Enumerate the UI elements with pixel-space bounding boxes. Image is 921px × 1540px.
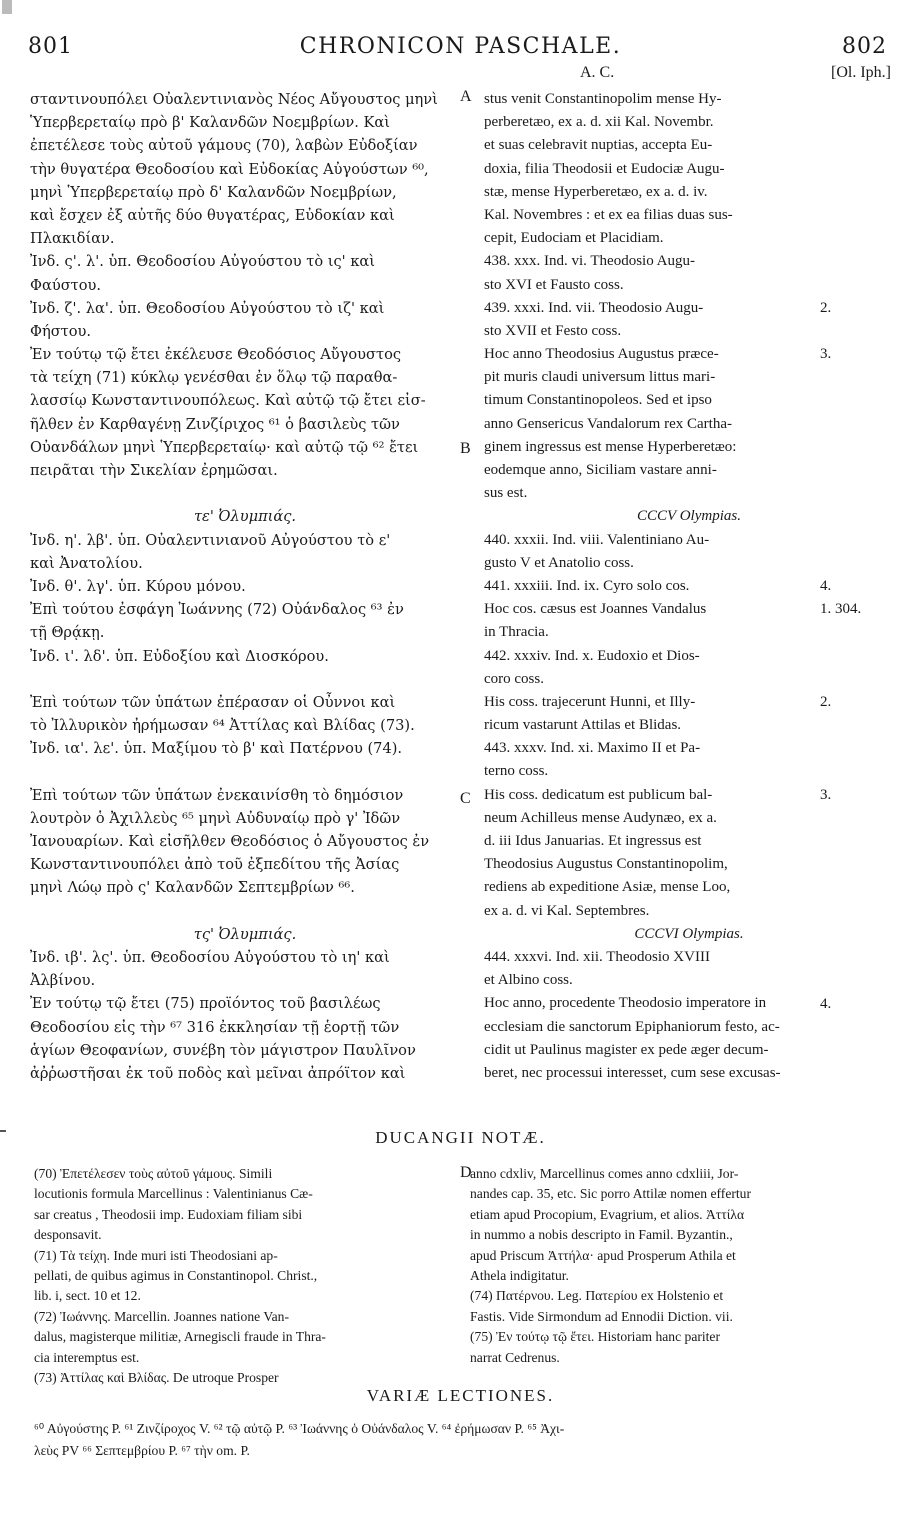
- latin-text-line: timum Constantinopoleos. Sed et ipso: [484, 392, 712, 409]
- notes-section-title: DUCANGII NOTÆ.: [375, 1128, 546, 1147]
- latin-text-line: eodemque anno, Siciliam vastare anni-: [484, 462, 717, 478]
- greek-text-line: Θεοδοσίου εἰς τὴν ⁶⁷ 316 ἐκκλησίαν τῇ ἑορτῇ τῶν: [30, 1018, 400, 1036]
- note-line: narrat Cedrenus.: [470, 1349, 560, 1365]
- note-line: (74) Πατέρνου. Leg. Πατερίου ex Holstenio et: [470, 1288, 724, 1304]
- latin-text-line: Hoc anno, procedente Theodosio imperatore in: [484, 995, 767, 1012]
- latin-text-line: d. iii Idus Januarias. Et ingressus est: [484, 833, 702, 849]
- greek-text-line: Ἐπὶ τούτου ἐσφάγη Ἰωάννης (72) Οὐάνδαλος ⁶³ ἐν: [30, 601, 404, 619]
- latin-text-line: terno coss.: [484, 763, 549, 780]
- olympiad-year-number: 2.: [820, 299, 832, 316]
- latin-text-line: 442. xxxiv. Ind. x. Eudoxio et Dios-: [484, 647, 700, 664]
- latin-text-line: Theodosius Augustus Constantinopolim,: [484, 856, 728, 873]
- greek-text-line: ἀῤῥωστῆσαι ἐκ τοῦ ποδὸς καὶ μεῖναι ἀπρόϊτον καὶ: [30, 1064, 406, 1082]
- note-line: cia interemptus est.: [34, 1349, 140, 1365]
- olympiad-year-number: 4.: [820, 578, 832, 595]
- greek-text-line: Ἰνδ. ι'. λδ'. ὑπ. Εὐδοξίου καὶ Διοσκόρου.: [30, 647, 329, 665]
- latin-text-line: cidit ut Paulinus magister ex pede æger decum-: [484, 1041, 769, 1058]
- latin-text-line: et suas celebravit nuptias, accepta Eu-: [484, 137, 713, 154]
- note-line: λεὺς PV ⁶⁶ Σεπτεμβρίου P. ⁶⁷ τὴν om. P.: [34, 1443, 250, 1458]
- greek-text-line: πειρᾶται τὴν Σικελίαν ἐρημῶσαι.: [30, 462, 278, 479]
- margin-letter-b: B: [460, 440, 471, 457]
- greek-text-line: ἁγίων Θεοφανίων, συνέβη τὸν μάγιστρον Παυλῖνον: [30, 1041, 416, 1059]
- latin-text-column: [484, 88, 894, 1085]
- note-line: desponsavit.: [34, 1227, 102, 1243]
- latin-text-line: neum Achilleus mense Audynæo, ex a.: [484, 809, 717, 826]
- page-number-left: 801: [28, 34, 73, 59]
- olympiad-year-number: 1. 304.: [820, 601, 862, 618]
- latin-column-header-ac: A. C.: [580, 64, 615, 81]
- greek-text-line: τῇ Θρᾴκῃ.: [30, 624, 105, 642]
- latin-text-line: ex a. d. vi Kal. Septembres.: [484, 902, 650, 919]
- running-title: CHRONICON PASCHALE.: [299, 34, 622, 59]
- latin-text-line: et Albino coss.: [484, 972, 573, 989]
- note-line: locutionis formula Marcellinus : Valentinianus Cæ-: [34, 1186, 313, 1202]
- latin-text-line: coro coss.: [484, 670, 544, 687]
- latin-text-line: in Thracia.: [484, 624, 549, 641]
- latin-text-line: sto XVI et Fausto coss.: [484, 276, 624, 293]
- greek-text-line: τς' Ὀλυμπιάς.: [193, 925, 297, 943]
- greek-text-line: Κωνσταντινουπόλει ἀπὸ τοῦ ἐξπεδίτου τῆς Ἀσίας: [30, 856, 400, 874]
- greek-text-line: [30, 760, 460, 783]
- greek-text-column: [30, 88, 460, 1085]
- greek-text-line: λασσίῳ Κωνσταντινουπόλεως. Καὶ αὐτῷ τῷ ἔτει εἰσ-: [30, 392, 426, 410]
- greek-text-line: Ἰνδ. θ'. λγ'. ὑπ. Κύρου μόνου.: [30, 577, 246, 595]
- greek-text-line: τὴν θυγατέρα Θεοδοσίου καὶ Εὐδοκίας Αὐγούστων ⁶⁰,: [30, 160, 429, 178]
- greek-text-line: τὰ τείχη (71) κύκλῳ γενέσθαι ἐν ὅλῳ τῷ παραθα-: [30, 369, 398, 387]
- greek-text-line: Ἰανουαρίων. Καὶ εἰσῆλθεν Θεοδόσιος ὁ Αὔγουστος ἐν: [30, 833, 430, 850]
- latin-text-line: 444. xxxvi. Ind. xii. Theodosio XVIII: [484, 948, 710, 965]
- latin-text-line: Kal. Novembres : et ex ea filias duas sus-: [484, 206, 733, 223]
- latin-text-line: His coss. dedicatum est publicum bal-: [484, 786, 713, 803]
- greek-text-line: [30, 482, 460, 505]
- note-line: sar creatus , Theodosii imp. Eudoxiam filiam sibi: [34, 1206, 303, 1222]
- latin-text-line: ecclesiam die sanctorum Epiphaniorum festo, ac-: [484, 1018, 780, 1035]
- greek-text-line: καὶ ἔσχεν ἐξ αὐτῆς δύο θυγατέρας, Εὐδοκίαν καὶ: [30, 206, 395, 224]
- notes-right-column: [470, 1164, 890, 1368]
- greek-text-line: τὸ Ἰλλυρικὸν ἠρήμωσαν ⁶⁴ Ἀττίλας καὶ Βλίδας (73).: [30, 717, 415, 735]
- latin-text-line: 440. xxxii. Ind. viii. Valentiniano Au-: [484, 531, 710, 548]
- greek-text-line: σταντινουπόλει Οὐαλεντινιανὸς Νέος Αὔγουστος μηνὶ: [30, 91, 438, 108]
- greek-text-line: ῆλθεν ἐν Καρθαγένῃ Ζινζίριχος ⁶¹ ὁ βασιλεὺς τῶν: [30, 415, 400, 433]
- note-line: (72) Ἰωάννης. Marcellin. Joannes natione Van-: [34, 1308, 289, 1324]
- greek-text-line: Φαύστου.: [30, 276, 102, 294]
- scan-edge-mark: [2, 0, 12, 14]
- latin-text-line: stæ, mense Hyperberetæo, ex a. d. iv.: [484, 183, 708, 200]
- note-line: nandes cap. 35, etc. Sic porro Attilæ nomen effertur: [470, 1186, 751, 1202]
- greek-text-line: [30, 668, 460, 691]
- latin-text-line: 438. xxx. Ind. vi. Theodosio Augu-: [484, 253, 695, 270]
- latin-text-line: sto XVII et Festo coss.: [484, 322, 622, 339]
- latin-text-line: 443. xxxv. Ind. xi. Maximo II et Pa-: [484, 740, 701, 757]
- latin-text-line: CCCV Olympias.: [637, 508, 741, 525]
- note-line: etiam apud Procopium, Evagrium, et alios. Ἀττίλα: [470, 1206, 745, 1222]
- olympiad-year-number: 3.: [820, 346, 832, 363]
- note-line: (70) Ἐπετέλεσεν τοὺς αὐτοῦ γάμους. Simili: [34, 1166, 273, 1181]
- latin-text-line: 439. xxxi. Ind. vii. Theodosio Augu-: [484, 299, 704, 316]
- latin-column-header-olymp: [Ol. Iph.]: [831, 64, 891, 81]
- latin-text-line: ginem ingressus est mense Hyperberetæo:: [484, 438, 737, 455]
- greek-text-line: Ὑπερβερεταίῳ πρὸ β' Καλανδῶν Νοεμβρίων. Καὶ: [30, 114, 390, 132]
- greek-text-line: καὶ Ἀνατολίου.: [30, 554, 143, 572]
- greek-text-line: Ἰνδ. ζ'. λα'. ὑπ. Θεοδοσίου Αὐγούστου τὸ ιζ' καὶ: [30, 299, 385, 317]
- note-line: Fastis. Vide Sirmondum ad Ennodii Diction. vii.: [470, 1308, 733, 1324]
- greek-text-line: μηνὶ Λώῳ πρὸ ς' Καλανδῶν Σεπτεμβρίων ⁶⁶.: [30, 879, 355, 897]
- variant-readings: [34, 1418, 894, 1462]
- olympiad-year-number: 4.: [820, 995, 832, 1012]
- variants-section-title: VARIÆ LECTIONES.: [366, 1386, 555, 1405]
- latin-text-line: pit muris claudi universum littus mari-: [484, 369, 716, 386]
- latin-text-line: ricum vastarunt Attilas et Blidas.: [484, 717, 682, 734]
- note-line: (73) Ἀττίλας καὶ Βλίδας. De utroque Prosper: [34, 1370, 279, 1386]
- greek-text-line: Ἰνδ. η'. λβ'. ὑπ. Οὐαλεντινιανοῦ Αὐγούστου τὸ ε': [30, 531, 391, 549]
- greek-text-line: Ἐπὶ τούτων τῶν ὑπάτων ἐνεκαινίσθη τὸ δημόσιον: [30, 786, 404, 804]
- margin-letter-a: A: [460, 88, 472, 105]
- greek-text-line: Ἐν τούτῳ τῷ ἔτει ἐκέλευσε Θεοδόσιος Αὔγουστος: [30, 346, 402, 364]
- greek-text-line: Φήστου.: [30, 322, 92, 340]
- note-line: ⁶⁰ Αὐγούστης P. ⁶¹ Ζινζίροχος V. ⁶² τῷ αὐτῷ P. ⁶³ Ἰωάννης ὁ Οὐάνδαλος V. ⁶⁴ ἐρήμωσαν P. ⁶⁵ Ἀχι-: [34, 1421, 565, 1436]
- greek-text-line: ἐπετέλεσε τοὺς αὐτοῦ γάμους (70), λαβὼν Εὐδοξίαν: [30, 137, 418, 155]
- note-line: in nummo a nobis descripto in Famil. Byzantin.,: [470, 1227, 733, 1243]
- margin-letter-d: D: [460, 1164, 472, 1181]
- greek-text-line: Οὐανδάλων μηνὶ Ὑπερβερεταίῳ· καὶ αὐτῷ τῷ ⁶² ἔτει: [30, 438, 419, 456]
- greek-text-line: Ἀλβίνου.: [30, 972, 96, 990]
- note-line: anno cdxliv, Marcellinus comes anno cdxliii, Jor-: [470, 1166, 739, 1181]
- greek-text-line: λουτρὸν ὁ Ἀχιλλεὺς ⁶⁵ μηνὶ Αὐδυναίῳ πρὸ γ' Ἰδῶν: [30, 809, 401, 827]
- latin-text-line: gusto V et Anatolio coss.: [484, 554, 634, 571]
- greek-text-line: μηνὶ Ὑπερβερεταίῳ πρὸ δ' Καλανδῶν Νοεμβρίων,: [30, 183, 397, 201]
- note-line: pellati, de quibus agimus in Constantinopol. Christ.,: [34, 1268, 318, 1284]
- note-line: lib. i, sect. 10 et 12.: [34, 1288, 141, 1304]
- note-line: dalus, magisterque militiæ, Arnegiscli fraude in Thra-: [34, 1329, 326, 1345]
- latin-text-line: beret, nec processui interesset, cum sese excusas-: [484, 1064, 781, 1081]
- greek-text-line: Ἐν τούτῳ τῷ ἔτει (75) προϊόντος τοῦ βασιλέως: [30, 995, 381, 1013]
- latin-text-line: His coss. trajecerunt Hunni, et Illy-: [484, 693, 696, 710]
- latin-text-line: rediens ab expeditione Asiæ, mense Loo,: [484, 879, 731, 896]
- page-number-right: 802: [842, 34, 887, 59]
- latin-text-line: Hoc cos. cæsus est Joannes Vandalus: [484, 601, 707, 618]
- latin-text-line: anno Gensericus Vandalorum rex Cartha-: [484, 415, 732, 432]
- greek-text-line: Ἰνδ. ιβ'. λς'. ὑπ. Θεοδοσίου Αὐγούστου τὸ ιη' καὶ: [30, 948, 390, 966]
- greek-text-line: Ἐπὶ τούτων τῶν ὑπάτων ἐπέρασαν οἱ Οὖννοι καὶ: [30, 693, 396, 711]
- latin-text-line: stus venit Constantinopolim mense Hy-: [484, 91, 722, 107]
- latin-text-line: doxia, filia Theodosii et Eudociæ Augu-: [484, 160, 725, 177]
- greek-text-line: τε' Ὀλυμπιάς.: [193, 508, 297, 526]
- latin-text-line: 441. xxxiii. Ind. ix. Cyro solo cos.: [484, 577, 690, 594]
- latin-text-line: perberetæo, ex a. d. xii Kal. Novembr.: [484, 114, 714, 131]
- latin-text-line: CCCVI Olympias.: [634, 925, 744, 942]
- note-line: apud Priscum Ἀττήλα· apud Prosperum Athila et: [470, 1247, 736, 1263]
- greek-text-line: Πλακιδίαν.: [30, 230, 115, 248]
- greek-text-line: [30, 900, 460, 923]
- greek-text-line: Ἰνδ. ια'. λε'. ὑπ. Μαξίμου τὸ β' καὶ Πατέρνου (74).: [30, 740, 403, 758]
- latin-text-line: sus est.: [484, 485, 528, 502]
- greek-text-line: Ἰνδ. ς'. λ'. ὑπ. Θεοδοσίου Αὐγούστου τὸ ις' καὶ: [30, 253, 376, 271]
- notes-left-column: [34, 1164, 454, 1388]
- note-line: (71) Τὰ τείχη. Inde muri isti Theodosiani ap-: [34, 1247, 278, 1263]
- olympiad-year-number: 3.: [820, 787, 832, 803]
- note-line: Athela indigitatur.: [470, 1268, 569, 1284]
- note-line: (75) Ἐν τούτῳ τῷ ἔτει. Historiam hanc pariter: [470, 1329, 720, 1345]
- margin-letter-c: C: [460, 790, 471, 807]
- latin-text-line: cepit, Eudociam et Placidiam.: [484, 230, 664, 247]
- latin-text-line: Hoc anno Theodosius Augustus præce-: [484, 346, 719, 363]
- olympiad-year-number: 2.: [820, 694, 832, 711]
